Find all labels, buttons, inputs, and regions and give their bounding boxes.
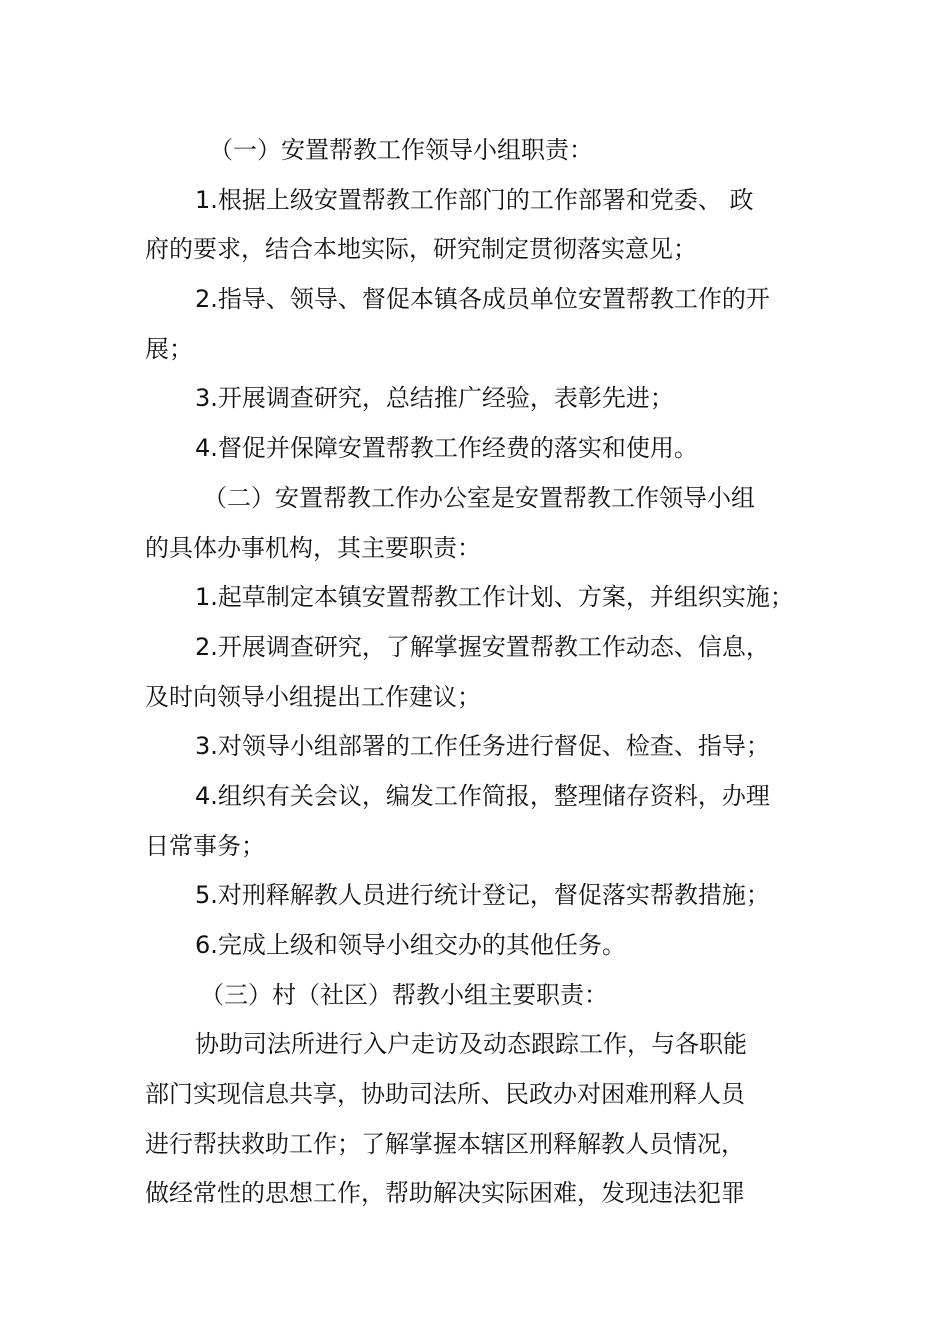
paragraph-line: 1.根据上级安置帮教工作部门的工作部署和党委、 政 xyxy=(195,185,754,214)
paragraph-line: 展； xyxy=(145,334,193,363)
paragraph-line: 2.指导、领导、督促本镇各成员单位安置帮教工作的开 xyxy=(195,285,770,314)
paragraph-line: 3.开展调查研究，总结推广经验，表彰先进； xyxy=(195,384,674,413)
paragraph-line: 及时向领导小组提出工作建议； xyxy=(145,682,481,711)
paragraph-line: 3.对领导小组部署的工作任务进行督促、检查、指导； xyxy=(195,732,770,761)
document-body xyxy=(145,126,835,1219)
paragraph-line: 做经常性的思想工作，帮助解决实际困难，发现违法犯罪 xyxy=(145,1179,745,1208)
paragraph-line: 5.对刑释解教人员进行统计登记，督促落实帮教措施； xyxy=(195,881,770,910)
paragraph-line: 4.组织有关会议，编发工作简报，整理储存资料，办理 xyxy=(195,781,770,810)
paragraph-line: 部门实现信息共享，协助司法所、民政办对困难刑释人员 xyxy=(145,1080,745,1109)
section-heading-2: （二）安置帮教工作办公室是安置帮教工作领导小组 xyxy=(203,483,755,512)
paragraph-line: 府的要求，结合本地实际，研究制定贯彻落实意见； xyxy=(145,235,697,264)
paragraph-line: 6.完成上级和领导小组交办的其他任务。 xyxy=(195,931,626,959)
section-heading-3: （三）村（社区）帮教小组主要职责： xyxy=(200,980,608,1009)
paragraph-line: 日常事务； xyxy=(145,831,265,860)
paragraph-line: 进行帮扶救助工作；了解掌握本辖区刑释解教人员情况， xyxy=(145,1129,745,1158)
paragraph-line: 的具体办事机构，其主要职责： xyxy=(145,533,481,562)
paragraph-line: 2.开展调查研究，了解掌握安置帮教工作动态、信息， xyxy=(195,632,770,661)
section-heading-1: （一）安置帮教工作领导小组职责： xyxy=(209,136,593,164)
paragraph-line: 4.督促并保障安置帮教工作经费的落实和使用。 xyxy=(195,434,698,463)
paragraph-line: 协助司法所进行入户走访及动态跟踪工作，与各职能 xyxy=(195,1030,747,1059)
paragraph-line: 1.起草制定本镇安置帮教工作计划、方案，并组织实施； xyxy=(195,583,794,612)
